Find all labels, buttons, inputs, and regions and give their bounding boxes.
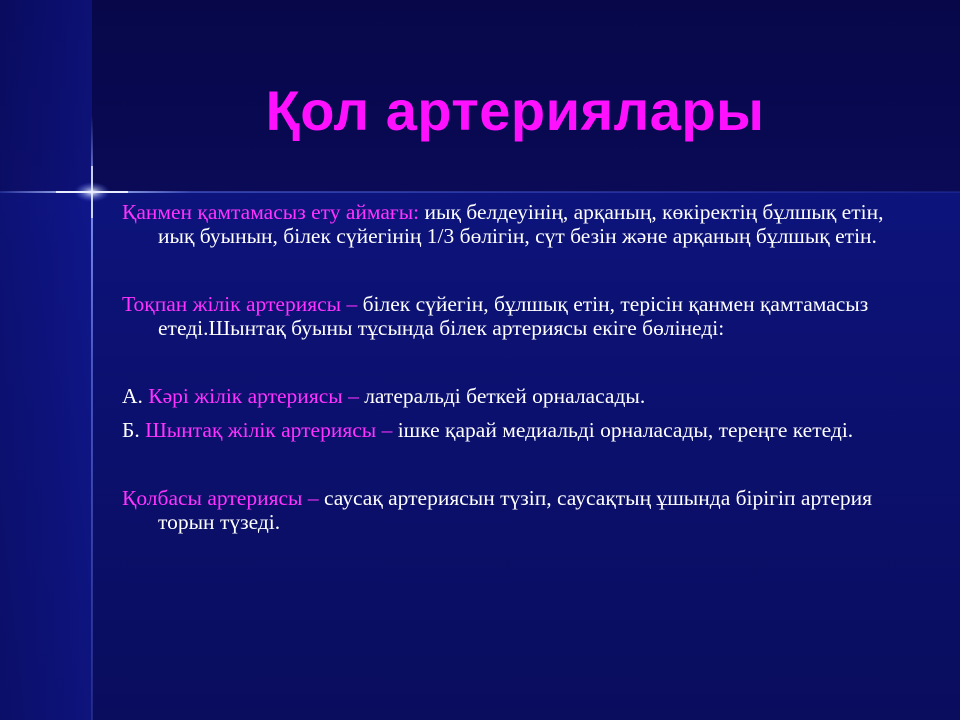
paragraph-term: Шынтақ жілік артериясы –: [145, 418, 393, 442]
paragraph-term: Тоқпан жілік артериясы –: [122, 292, 358, 316]
horizontal-accent-line: [0, 191, 960, 193]
paragraph-text: иық белдеуінің, арқаның, көкіректің бұлшық етін, иық буынын, білек сүйегінің 1/3 бөлігін, сүт безін және арқаның бұлшық етін.: [158, 200, 884, 248]
paragraph-prefix: А.: [122, 384, 149, 408]
paragraph-hand-artery: [122, 486, 892, 534]
paragraph-term: Қанмен қамтамасыз ету аймағы:: [122, 200, 420, 224]
paragraph-text: білек сүйегін, бұлшық етін, терісін қанмен қамтамасыз етеді.Шынтақ буыны тұсында білек артериясы екіге бөлінеді:: [158, 292, 869, 340]
vertical-accent-line: [91, 116, 93, 720]
paragraph-blood-supply-area: [122, 200, 892, 248]
slide-body: [122, 200, 892, 534]
paragraph-radial-artery: [122, 384, 892, 408]
paragraph-text: латеральді беткей орналасады.: [358, 384, 646, 408]
paragraph-term: Кәрі жілік артериясы –: [148, 384, 359, 408]
paragraph-ulnar-artery: [122, 418, 892, 442]
paragraph-text: саусақ артериясын түзіп, саусақтың ұшында бірігіп артерия торын түзеді.: [158, 486, 873, 534]
paragraph-term: Қолбасы артериясы –: [122, 486, 319, 510]
slide-title: Қол артериялары: [265, 79, 765, 142]
paragraph-brachial-artery: [122, 292, 892, 340]
paragraph-prefix: Б.: [122, 418, 146, 442]
paragraph-text: ішке қарай медиальді орналасады, тереңге кетеді.: [392, 418, 854, 442]
